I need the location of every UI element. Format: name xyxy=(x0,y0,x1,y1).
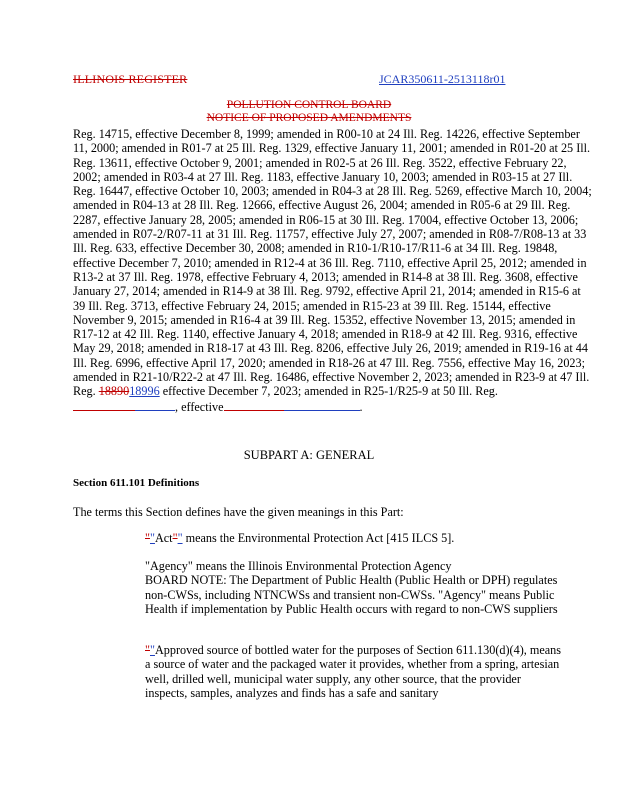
definition-agency xyxy=(145,559,565,616)
definition-bottled-water xyxy=(145,643,565,700)
deleted-reg-number: 18890 xyxy=(98,384,130,399)
subpart-title: SUBPART A: GENERAL xyxy=(243,448,375,462)
notice-heading xyxy=(0,99,618,125)
deleted-quote: " xyxy=(145,531,150,545)
inserted-date-blank xyxy=(284,399,360,411)
inserted-quote: " xyxy=(177,531,183,545)
deleted-date-blank xyxy=(224,399,284,411)
source-history: Reg. 14715, effective December 8, 1999; amended in R00-10 at 24 Ill. Reg. 14226, effective September 11, 2000; amended in R01-7 at 25 Ill. Reg. 1329, effective January 11, 2001; amended in R01-20 at 25 Ill. Reg. 13611, effective October 9, 2001; amended in R02-5 at 26 Ill. Reg. 3522, effective February 22, 2002; amended in R03-4 at 27 Ill. Reg. 1183, effective January 10, 2003; amended in R03-15 at 27 Ill. Reg. 16447, effective October 10, 2003; amended in R04-3 at 28 Ill. Reg. 5269, effective March 10, 2004; amended in R04-13 at 28 Ill. Reg. 12666, effective August 26, 2004; amended in R05-6 at 29 Ill. Reg. 2287, effective January 28, 2005; amended in R06-15 at 30 Ill. Reg. 17004, effective October 13, 2006; amended in R07-2/R07-11 at 31 Ill. Reg. 11757, effective July 27, 2007; amended in R08-7/R08-13 at 33 Ill. Reg. 633, effective December 30, 2008; amended in R10-1/R10-17/R11-6 at 34 Ill. Reg. 19848, effective December 7, 2010; amended in R12-4 at 36 Ill. Reg. 7110, effective April 25, 2012; amended in R13-2 at 37 Ill. Reg. 1978, effective February 4, 2013; amended in R14-8 at 38 Ill. Reg. 3608, effective January 27, 2014; amended in R14-9 at 38 Ill. Reg. 9792, effective April 21, 2014; amended in R15-6 at 39 Ill. Reg. 3713, effective February 24, 2015; amended in R15-23 at 39 Ill. Reg. 15144, effective November 9, 2015; amended in R16-4 at 39 Ill. Reg. 15352, effective November 13, 2015; amended in R17-12 at 42 Ill. Reg. 1140, effective January 4, 2018; amended in R18-9 at 42 Ill. Reg. 9316, effective May 29, 2018; amended in R18-17 at 43 Ill. Reg. 8206, effective July 26, 2019; amended in R19-16 at 44 Ill. Reg. 6996, effective April 17, 2020; amended in R18-26 at 47 Ill. Reg. 7556, effective May 16, 2023; amended in R21-10/R22-2 at 47 Ill. Reg. 16486, effective November 2, 2023; amended in R23-9 at 47 Ill. Reg. 1889018996 effective December 7, 2023; amended in R25-1/R25-9 at 50 Ill. Reg. , effective . xyxy=(73,127,592,414)
history-text: Reg. 14715, effective December 8, 1999; amended in R00-10 at 24 Ill. Reg. 14226, effective September 11, 2000; amended in R01-7 at 25 Ill. Reg. 1329, effective January 11, 2001; amended in R01-20 at 25 Ill. Reg. 13611, effective October 9, 2001; amended in R02-5 at 26 Ill. Reg. 3522, effective February 22, 2002; amended in R03-4 at 27 Ill. Reg. 1183, effective January 10, 2003; amended in R03-15 at 27 Ill. Reg. 16447, effective October 10, 2003; amended in R04-3 at 28 Ill. Reg. 5269, effective March 10, 2004; amended in R04-13 at 28 Ill. Reg. 12666, effective August 26, 2004; amended in R05-6 at 29 Ill. Reg. 2287, effective January 28, 2005; amended in R06-15 at 30 Ill. Reg. 17004, effective October 13, 2006; amended in R07-2/R07-11 at 31 Ill. Reg. 11757, effective July 27, 2007; amended in R08-7/R08-13 at 33 Ill. Reg. 633, effective December 30, 2008; amended in R10-1/R10-17/R11-6 at 34 Ill. Reg. 19848, effective December 7, 2010; amended in R12-4 at 36 Ill. Reg. 7110, effective April 25, 2012; amended in R13-2 at 37 Ill. Reg. 1978, effective February 4, 2013; amended in R14-8 at 38 Ill. Reg. 3608, effective January 27, 2014; amended in R14-9 at 38 Ill. Reg. 9792, effective April 21, 2014; amended in R15-6 at 39 Ill. Reg. 3713, effective February 24, 2015; amended in R15-23 at 39 Ill. Reg. 15144, effective November 9, 2015; amended in R16-4 at 39 Ill. Reg. 15352, effective November 13, 2015; amended in R17-12 at 42 Ill. Reg. 1140, effective January 4, 2018; amended in R18-9 at 42 Ill. Reg. 9316, effective May 29, 2018; amended in R18-17 at 43 Ill. Reg. 8206, effective July 26, 2019; amended in R19-16 at 44 Ill. Reg. 6996, effective April 17, 2020; amended in R18-26 at 47 Ill. Reg. 7556, effective May 16, 2023; amended in R21-10/R22-2 at 47 Ill. Reg. 16486, effective November 2, 2023; amended in R23-9 at 47 Ill. Reg. xyxy=(73,127,592,399)
definition-act xyxy=(145,531,565,545)
effective-label: , effective xyxy=(175,399,224,414)
register-title: ILLINOIS REGISTER xyxy=(73,72,188,86)
notice-title: NOTICE OF PROPOSED AMENDMENTS xyxy=(206,112,412,124)
deleted-blank xyxy=(73,399,135,411)
deleted-quote: " xyxy=(172,531,178,545)
jcar-code: JCAR350611-2513118r01 xyxy=(379,72,506,86)
section-intro: The terms this Section defines have the given meanings in this Part: xyxy=(73,505,404,519)
section-heading: Section 611.101 Definitions xyxy=(73,477,200,489)
definition-act-text: means the Environmental Protection Act [415 ILCS 5]. xyxy=(182,531,455,545)
term-act: Act xyxy=(154,531,173,545)
board-name: POLLUTION CONTROL BOARD xyxy=(226,99,392,111)
inserted-blank xyxy=(135,399,175,411)
inserted-quote: " xyxy=(149,531,155,545)
inserted-reg-number: 18996 xyxy=(129,384,160,399)
definition-agency-text: "Agency" means the Illinois Environmental Protection Agency xyxy=(145,559,452,573)
history-text-continued: effective December 7, 2023; amended in R25-1/R25-9 at 50 Ill. Reg. xyxy=(162,384,498,399)
definition-bottled-text: Approved source of bottled water for the purposes of Section 611.130(d)(4), means a source of water and the packaged water it provides, whether from a spring, artesian well, drilled well, municipal water supply, any other source, that the provider inspects, samples, analyzes and finds has a safe and sanitary xyxy=(145,643,561,700)
deleted-quote: " xyxy=(145,643,150,657)
board-note: BOARD NOTE: The Department of Public Health (Public Health or DPH) regulates non-CWSs, including NTNCWSs and transient non-CWSs. "Agency" means Public Health if implementation by Public Health occurs with regard to non-CWS suppliers xyxy=(145,573,558,616)
inserted-quote: " xyxy=(149,643,155,657)
